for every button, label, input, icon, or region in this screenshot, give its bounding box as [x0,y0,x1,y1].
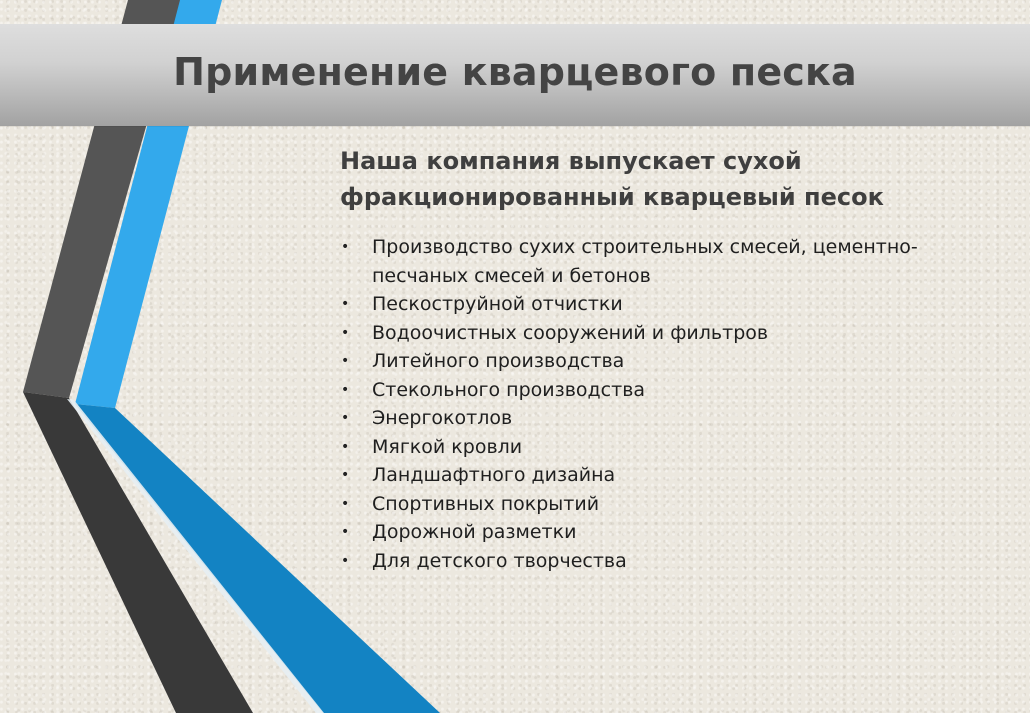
list-item-text: Пескоструйной отчистки [372,293,623,315]
list-item-text: Энергокотлов [372,407,513,429]
bullet-icon: • [341,353,350,369]
bullet-icon: • [341,438,350,455]
list-item-text: Мягкой кровли [372,435,523,458]
bullet-icon: • [341,381,350,398]
slide-title: Применение кварцевого песка [173,50,857,94]
list-item-text: Для детского творчества [372,549,627,572]
subtitle-line-2: фракционированный кварцевый песок [340,183,884,211]
content-block [340,143,990,575]
list-item-text: Ландшафтного дизайна [372,464,616,486]
list-item-text: Дорожной разметки [372,521,577,543]
title-banner [0,24,1030,126]
list-item-text: Стекольного производства [372,378,646,401]
bullet-icon: • [341,552,350,569]
list-item [340,404,990,433]
list-item [340,461,990,490]
bullet-icon: • [341,296,350,312]
list-item [340,290,990,319]
list-item [340,490,990,519]
subtitle [340,143,990,215]
list-item-text: Производство сухих строительных смесей, цементно-песчаных смесей и бетонов [372,236,918,287]
bullet-icon: • [341,467,350,483]
bullet-icon: • [341,524,350,540]
bullet-icon: • [341,324,350,341]
list-item [340,433,990,462]
list-item [340,376,990,405]
bullet-icon: • [341,410,350,426]
list-item [340,233,990,290]
list-item [340,347,990,376]
bullet-icon: • [341,239,350,255]
list-item [340,518,990,547]
list-item [340,547,990,576]
list-item-text: Литейного производства [372,350,625,372]
subtitle-line-1: Наша компания выпускает сухой [340,147,802,175]
list-item-text: Спортивных покрытий [372,492,600,515]
applications-list [340,233,990,575]
list-item [340,319,990,348]
bullet-icon: • [341,495,350,512]
list-item-text: Водоочистных сооружений и фильтров [372,321,769,344]
